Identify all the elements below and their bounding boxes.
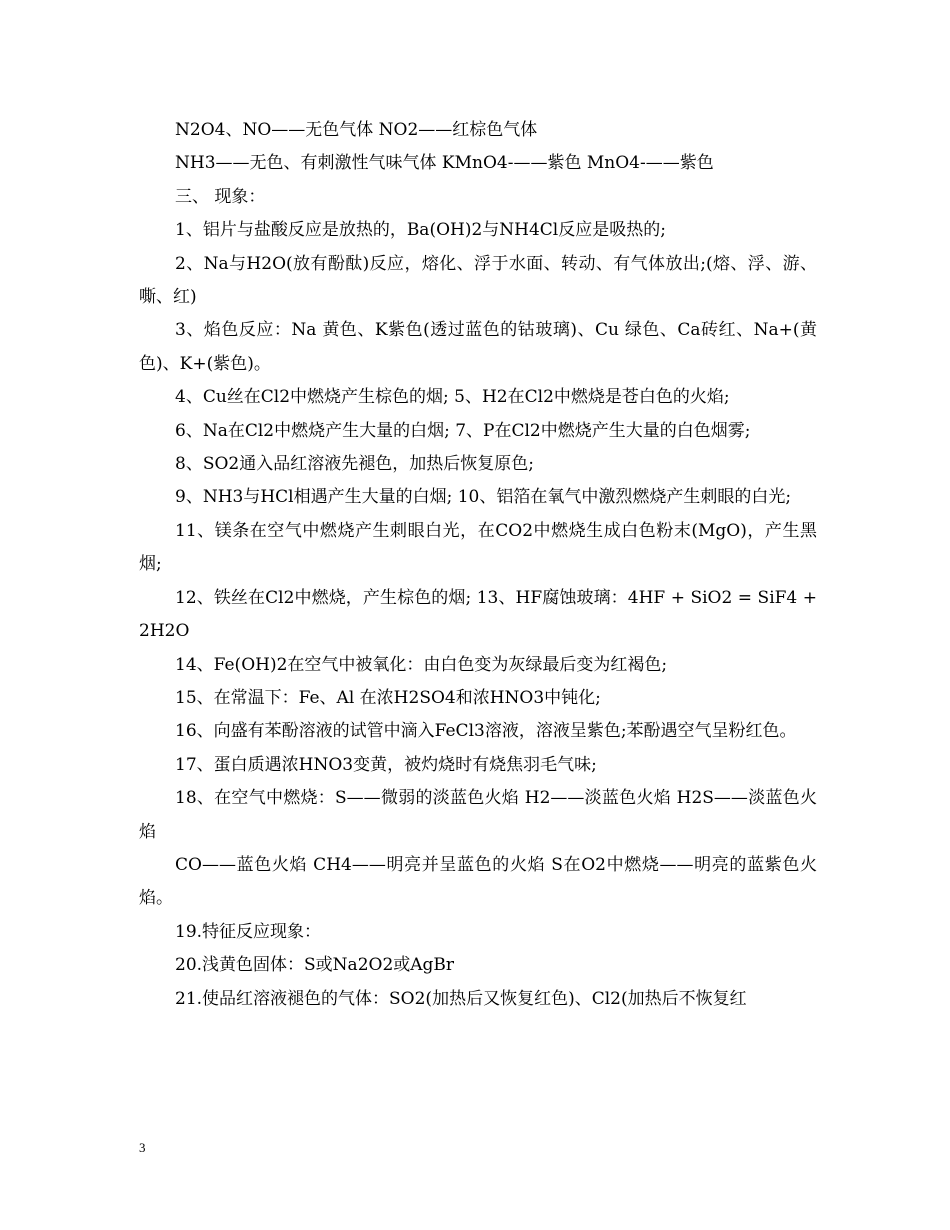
paragraph-gas-colors-1: N2O4、NO——无色气体 NO2——红棕色气体 [175,120,538,140]
paragraph-item-20: 20.浅黄色固体：S或Na2O2或AgBr [175,955,455,976]
document-body [139,114,817,1016]
paragraph-item-19: 19.特征反应现象： [175,921,322,942]
paragraph-item-8: 8、SO2通入品红溶液先褪色，加热后恢复原色; [175,454,534,475]
paragraph-item-17: 17、蛋白质遇浓HNO3变黄，被灼烧时有烧焦羽毛气味; [175,754,597,775]
paragraph-item-12-13: 12、铁丝在Cl2中燃烧，产生棕色的烟; 13、HF腐蚀玻璃：4HF + SiO2 = SiF4 + 2H2O [139,587,817,642]
paragraph-item-4-5: 4、Cu丝在Cl2中燃烧产生棕色的烟; 5、H2在Cl2中燃烧是苍白色的火焰; [175,387,730,408]
paragraph-item-21: 21.使品红溶液褪色的气体：SO2(加热后又恢复红色)、Cl2(加热后不恢复红 [175,988,747,1009]
paragraph-item-2: 2、Na与H2O(放有酚酞)反应，熔化、浮于水面、转动、有气体放出;(熔、浮、游、嘶、红) [139,253,817,308]
paragraph-item-6-7: 6、Na在Cl2中燃烧产生大量的白烟; 7、P在Cl2中燃烧产生大量的白色烟雾; [175,420,751,441]
paragraph-item-18-continued: CO——蓝色火焰 CH4——明亮并呈蓝色的火焰 S在O2中燃烧——明亮的蓝紫色火焰。 [139,854,817,909]
paragraph-item-15: 15、在常温下：Fe、Al 在浓H2SO4和浓HNO3中钝化; [175,687,601,708]
paragraph-gas-colors-2: NH3——无色、有刺激性气味气体 KMnO4-——紫色 MnO4-——紫色 [175,153,714,174]
paragraph-item-16: 16、向盛有苯酚溶液的试管中滴入FeCl3溶液，溶液呈紫色;苯酚遇空气呈粉红色。 [175,721,797,742]
paragraph-item-11: 11、镁条在空气中燃烧产生刺眼白光，在CO2中燃烧生成白色粉末(MgO)，产生黑烟; [139,520,817,575]
paragraph-item-14: 14、Fe(OH)2在空气中被氧化：由白色变为灰绿最后变为红褐色; [175,654,668,675]
paragraph-item-18: 18、在空气中燃烧：S——微弱的淡蓝色火焰 H2——淡蓝色火焰 H2S——淡蓝色火焰 [139,788,817,842]
paragraph-item-3: 3、焰色反应：Na 黄色、K紫色(透过蓝色的钴玻璃)、Cu 绿色、Ca砖红、Na+(黄色)、K+(紫色)。 [139,320,817,374]
page-number: 3 [139,1140,146,1155]
paragraph-item-1: 1、铝片与盐酸反应是放热的，Ba(OH)2与NH4Cl反应是吸热的; [175,220,666,241]
paragraph-item-9-10: 9、NH3与HCl相遇产生大量的白烟; 10、铝箔在氧气中激烈燃烧产生刺眼的白光; [175,487,792,508]
section-heading-phenomena: 三、 现象： [175,186,266,207]
